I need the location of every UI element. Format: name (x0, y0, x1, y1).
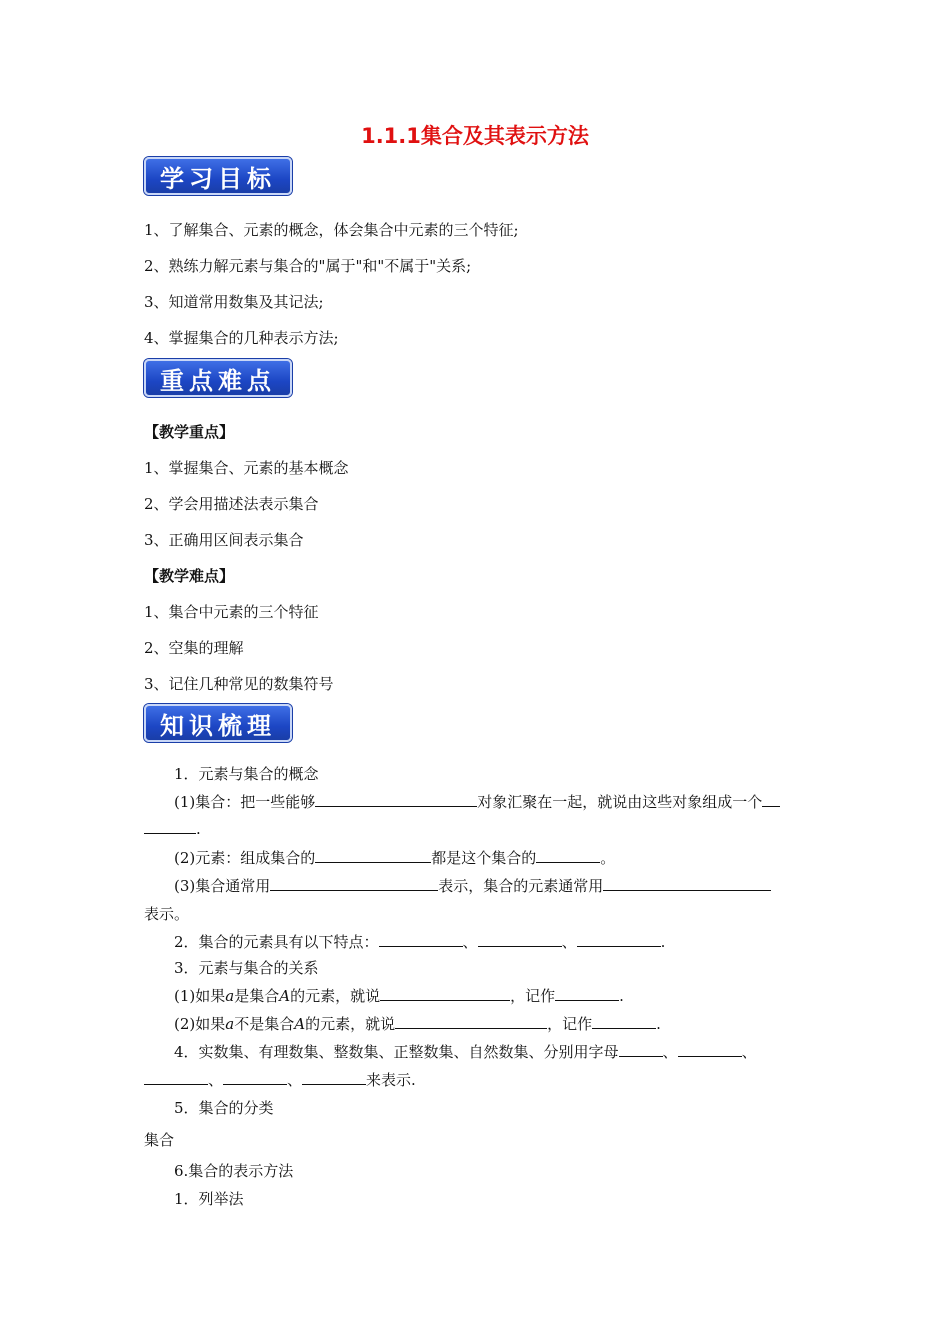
difficulty-item: 1、集合中元素的三个特征 (144, 603, 319, 621)
knowledge-line-2: 2．集合的元素具有以下特点： 、 、 . (174, 933, 666, 951)
knowledge-line-3-1: (1)如果a是集合A的元素，就说 ，记作 . (174, 987, 624, 1005)
knowledge-line-1-2: (2)元素：组成集合的 都是这个集合的 。 (174, 849, 616, 867)
section-banner-goals: 学习目标 (144, 157, 292, 195)
knowledge-heading-6: 6.集合的表示方法 (174, 1162, 294, 1180)
fill-blank (270, 876, 438, 891)
fill-blank (478, 932, 562, 947)
fill-blank (315, 792, 477, 807)
key-item: 2、学会用描述法表示集合 (144, 495, 319, 513)
fill-blank (144, 1070, 208, 1085)
knowledge-line-4: 4．实数集、有理数集、整数集、正整数集、自然数集、分别用字母 、 、 (174, 1043, 757, 1061)
goal-item: 2、熟练力解元素与集合的"属于"和"不属于"关系; (144, 257, 472, 275)
fill-blank (577, 932, 661, 947)
difficulty-item: 2、空集的理解 (144, 639, 244, 657)
fill-blank (555, 986, 619, 1001)
difficulty-item: 3、记住几种常见的数集符号 (144, 675, 334, 693)
teaching-key-heading: 【教学重点】 (144, 423, 235, 441)
goal-item: 4、掌握集合的几种表示方法; (144, 329, 339, 347)
knowledge-set-label: 集合 (144, 1131, 175, 1149)
knowledge-line-1-3-cont: 表示。 (144, 905, 190, 923)
fill-blank (536, 848, 600, 863)
fill-blank (379, 932, 463, 947)
section-banner-knowledge: 知识梳理 (144, 704, 292, 742)
fill-blank (144, 819, 196, 834)
knowledge-line-1-1: (1)集合：把一些能够 对象汇聚在一起，就说由这些对象组成一个 (174, 791, 780, 812)
knowledge-line-1-3: (3)集合通常用 表示，集合的元素通常用 (174, 875, 771, 896)
knowledge-line-6-1: 1．列举法 (174, 1190, 244, 1208)
knowledge-heading-5: 5．集合的分类 (174, 1099, 274, 1117)
fill-blank (315, 848, 431, 863)
goal-item: 3、知道常用数集及其记法; (144, 293, 324, 311)
fill-blank (395, 1014, 547, 1029)
key-item: 3、正确用区间表示集合 (144, 531, 304, 549)
knowledge-heading-1: 1．元素与集合的概念 (174, 765, 319, 783)
fill-blank (592, 1014, 656, 1029)
key-item: 1、掌握集合、元素的基本概念 (144, 459, 349, 477)
knowledge-heading-3: 3．元素与集合的关系 (174, 959, 319, 977)
fill-blank (603, 876, 771, 891)
knowledge-line-1-1-cont: . (144, 819, 201, 838)
fill-blank (302, 1070, 366, 1085)
fill-blank (380, 986, 510, 1001)
fill-blank (619, 1042, 663, 1057)
fill-blank (223, 1070, 287, 1085)
teaching-difficulty-heading: 【教学难点】 (144, 567, 235, 585)
page-title: 1.1.1集合及其表示方法 (361, 124, 589, 148)
section-banner-key-points: 重点难点 (144, 359, 292, 397)
goal-item: 1、了解集合、元素的概念，体会集合中元素的三个特征; (144, 221, 519, 239)
knowledge-line-4-cont: 、 、 来表示. (144, 1069, 416, 1090)
fill-blank (678, 1042, 742, 1057)
knowledge-line-3-2: (2)如果a不是集合A的元素，就说 ，记作 . (174, 1015, 661, 1033)
fill-blank (762, 792, 780, 807)
